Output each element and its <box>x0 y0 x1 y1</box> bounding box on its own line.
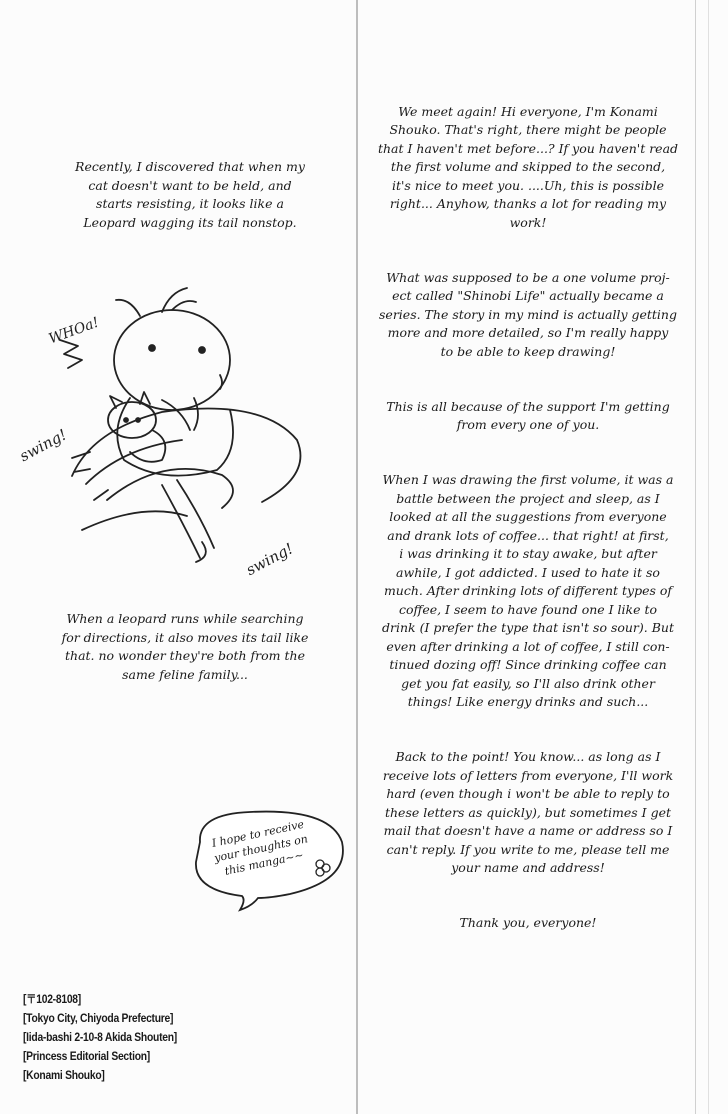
address-line: [Princess Editorial Section] <box>23 1049 150 1063</box>
sfx-swing-right: swing! <box>243 539 297 580</box>
page-edge-line-outer <box>708 0 709 1114</box>
sfx-whoa: WHOa! <box>46 314 102 348</box>
address-line: [Iida-bashi 2-10-8 Akida Shouten] <box>23 1030 177 1044</box>
letter-paragraph: When I was drawing the first volume, it was a battle between the project and sleep, as I looked at all the suggestions from everyone and drank lots of coffee... that right! at first, i was drinking it to stay awake, but after awhile, I got addicted. I used to hate it so much. After drinking lots of different types of coffee, I seem to have found one I like to drink (I prefer the type that isn't so sour). But even after drinking a lot of coffee, I still con- tinued dozing off! Since drinking coffee can get you fat easily, so I'll also drink other things! Like energy drinks and such... <box>382 472 674 709</box>
author-letter <box>362 84 694 969</box>
letter-paragraph: Back to the point! You know... as long as I receive lots of letters from everyone, I'll work hard (even though i won't be able to reply to these letters as quickly), but sometimes I get mail that doesn't have a name or address so I can't reply. If you write to me, please tell me your name and address! <box>382 749 674 875</box>
address-line: [Tokyo City, Chiyoda Prefecture] <box>23 1011 174 1025</box>
caption-leopard-running: When a leopard runs while searching for directions, it also moves its tail like that. no wonder they're both from the same feline family... <box>61 611 309 682</box>
page-edge-line <box>695 0 696 1114</box>
cat-wagging-illustration <box>12 280 322 580</box>
page-divider <box>356 0 358 1114</box>
letter-paragraph: Thank you, everyone! <box>459 915 597 930</box>
sfx-swing-left: swing! <box>16 425 70 466</box>
mailing-address <box>23 990 177 1085</box>
bubble-text: I hope to receive your thoughts on this manga~~ <box>210 817 309 878</box>
address-line: [〒102-8108] <box>23 992 81 1006</box>
letter-paragraph: What was supposed to be a one volume proj- ect called "Shinobi Life" actually became a series. The story in my mind is actually getting more and more detailed, so I'm really happy to be able to keep drawing! <box>379 269 677 359</box>
caption-cat-resisting: Recently, I discovered that when my cat doesn't want to be held, and starts resisting, it looks like a Leopard wagging its tail nonstop. <box>75 159 305 230</box>
letter-paragraph: We meet again! Hi everyone, I'm Konami Shouko. That's right, there might be people that I haven't met before...? If you haven't read the first volume and skipped to the second, it's nice to meet you. ....Uh, this is possible right... Anyhow, thanks a lot for reading my work! <box>377 103 679 230</box>
address-line: [Konami Shouko] <box>23 1068 105 1082</box>
letter-paragraph: This is all because of the support I'm getting from every one of you. <box>386 398 670 432</box>
